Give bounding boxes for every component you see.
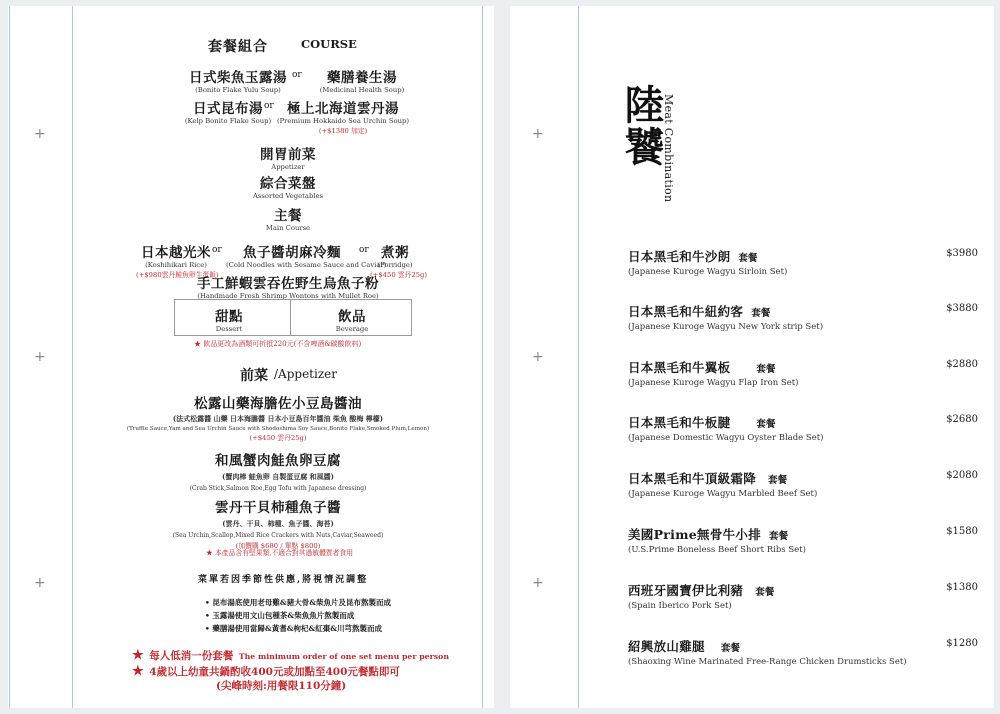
peak-time-note: (尖峰時刻:用餐限110分鐘) <box>216 680 347 692</box>
menu-page-left <box>8 6 494 708</box>
list-item: • 藥膳湯使用當歸&黃耆&枸杞&紅棗&川芎熬製而成 <box>205 624 383 633</box>
appetizer-crab-tofu: 和風蟹肉鮭魚卵豆腐 (蟹肉棒 鮭魚卵 自製蛋豆腐 和風醬) (Crab Stick,Salmon Roe,Egg Tofu with Japanese dressing) <box>189 453 367 492</box>
menu-item: 紹興放山雞腿 套餐 (Shaoxing Wine Marinated Free-Range Chicken Drumsticks Set) $1280 <box>628 638 978 667</box>
box-divider <box>290 300 291 335</box>
soup-medicinal: 藥膳養生湯 (Medicinal Health Soup) <box>319 70 405 94</box>
price: $1380 <box>946 582 978 593</box>
guide-line <box>72 6 73 708</box>
crop-mark: + <box>532 126 544 142</box>
page-title-en: Meat Combination <box>662 94 675 203</box>
menu-item: 美國Prime無骨牛小排 套餐 (U.S.Prime Boneless Beef Short Ribs Set) $1580 <box>628 526 978 555</box>
price: $2680 <box>946 414 978 425</box>
or-text: or <box>212 245 222 255</box>
appetizer-sea-urchin-scallop: 雲丹干貝柿種魚子醬 (雲丹、干貝、柿種、魚子醬、海苔) (Sea Urchin,Scallop,Mixed Rice Crackers with Nuts,Caviar,Seaweed) (加價購 $680 / 單點 $800) <box>172 500 384 550</box>
crop-mark: + <box>532 575 544 591</box>
appetizer-heading-en: /Appetizer <box>274 367 337 381</box>
menu-item: 日本黑毛和牛頂級霜降 套餐 (Japanese Kuroge Wagyu Marbled Beef Set) $2080 <box>628 470 978 499</box>
course-vegetables: 綜合菜盤 Assorted Vegetables <box>253 176 323 200</box>
course-title-en: COURSE <box>301 37 357 51</box>
course-title-zh: 套餐組合 <box>208 39 268 55</box>
allergy-note: ★ 本產品含有堅果類,不適合對其過敏體質者食用 <box>206 549 354 557</box>
list-item: • 昆布湯底使用老母雞&豬大骨&柴魚片及昆布熬製而成 <box>205 598 391 607</box>
soup-kelp: 日式昆布湯 (Kelp Bonito Flake Soup) <box>184 101 272 125</box>
menu-item: 日本黑毛和牛翼板 套餐 (Japanese Kuroge Wagyu Flap Iron Set) $2880 <box>628 359 978 388</box>
menu-item: 日本黑毛和牛板腱 套餐 (Japanese Domestic Wagyu Oyster Blade Set) $2680 <box>628 414 978 443</box>
staple-rice: 日本越光米 (Koshihikari Rice) (+$980雲丹鮭魚卵生蛋飯) <box>136 245 219 279</box>
menu-item: 日本黑毛和牛沙朗 套餐 (Japanese Kuroge Wagyu Sirloin Set) $3980 <box>628 248 978 277</box>
price: $3980 <box>946 248 978 259</box>
star-icon: ★ <box>206 549 213 557</box>
page-title-zh: 陸饕 <box>618 84 665 168</box>
course-dessert: 甜點 Dessert <box>215 309 243 333</box>
price: $2080 <box>946 470 978 481</box>
beverage-note: ★ 飲品更改為酒類可折抵220元(不含啤酒&碳酸飲料) <box>194 340 362 348</box>
soup-bonito: 日式柴魚玉露湯 (Bonito Flake Yulu Soup) <box>189 70 287 94</box>
staple-cold-noodle: 魚子醬胡麻冷麵 (Cold Noodles with Sesame Sauce and Caviar) <box>226 245 387 269</box>
seasonal-note: 菜單若因季節性供應,將視情況調整 <box>198 575 369 585</box>
min-order-note: ★ 每人低消一份套餐 The minimum order of one set menu per person <box>132 648 449 663</box>
menu-item: 西班牙國寶伊比利豬 套餐 (Spain Iberico Pork Set) $1380 <box>628 582 978 611</box>
crop-mark: + <box>34 575 46 591</box>
or-text: or <box>264 101 274 111</box>
appetizer-truffle: 松露山藥海膽佐小豆島醬油 (法式松露醬 山藥 日本海膽醬 日本小豆島百年醬油 柴魚 酸梅 檸檬) (Truffle Sauce,Yam and Sea Urchin Sauce with Shodoshima Soy Sauce,Bonito Flake,Smoked Plum,Lemon) (+$450 雲丹25g) <box>126 396 430 442</box>
menu-item: 日本黑毛和牛紐約客 套餐 (Japanese Kuroge Wagyu New York strip Set) $3880 <box>628 303 978 332</box>
star-icon: ★ <box>194 340 201 348</box>
guide-line <box>9 6 10 708</box>
guide-line <box>578 6 579 708</box>
price: $1280 <box>946 638 978 649</box>
menu-page-right <box>510 6 994 708</box>
crop-mark: + <box>34 349 46 365</box>
soup-sea-urchin: 極上北海道雲丹湯 (Premium Hokkaido Sea Urchin Soup) (+$1380 加定) <box>276 101 410 135</box>
crop-mark: + <box>532 349 544 365</box>
price: $3880 <box>946 303 978 314</box>
course-wonton: 手工鮮蝦雲吞佐野生烏魚子粉 (Handmade Fresh Shrimp Wontons with Mullet Roe) <box>197 276 379 300</box>
or-text: or <box>359 245 369 255</box>
crop-mark: + <box>34 126 46 142</box>
star-icon: ★ <box>132 648 144 663</box>
soup-notes-list <box>205 596 391 635</box>
staple-porridge: 煮粥 (Porridge) (+$450 雲丹25g) <box>370 245 428 279</box>
child-charge-note: ★ 4歲以上幼童共鍋酌收400元或加點至400元餐點即可 <box>132 664 400 679</box>
course-main: 主餐 Main Course <box>265 208 311 232</box>
guide-line <box>482 6 483 708</box>
or-text: or <box>292 70 302 80</box>
course-beverage: 飲品 Beverage <box>335 309 369 333</box>
star-icon: ★ <box>132 664 144 679</box>
price: $1580 <box>946 526 978 537</box>
list-item: • 玉露湯使用文山包種茶&柴魚魚片熬製而成 <box>205 611 355 620</box>
price: $2880 <box>946 359 978 370</box>
course-appetizer: 開胃前菜 Appetizer <box>260 147 316 171</box>
appetizer-heading-zh: 前菜 <box>240 368 268 384</box>
